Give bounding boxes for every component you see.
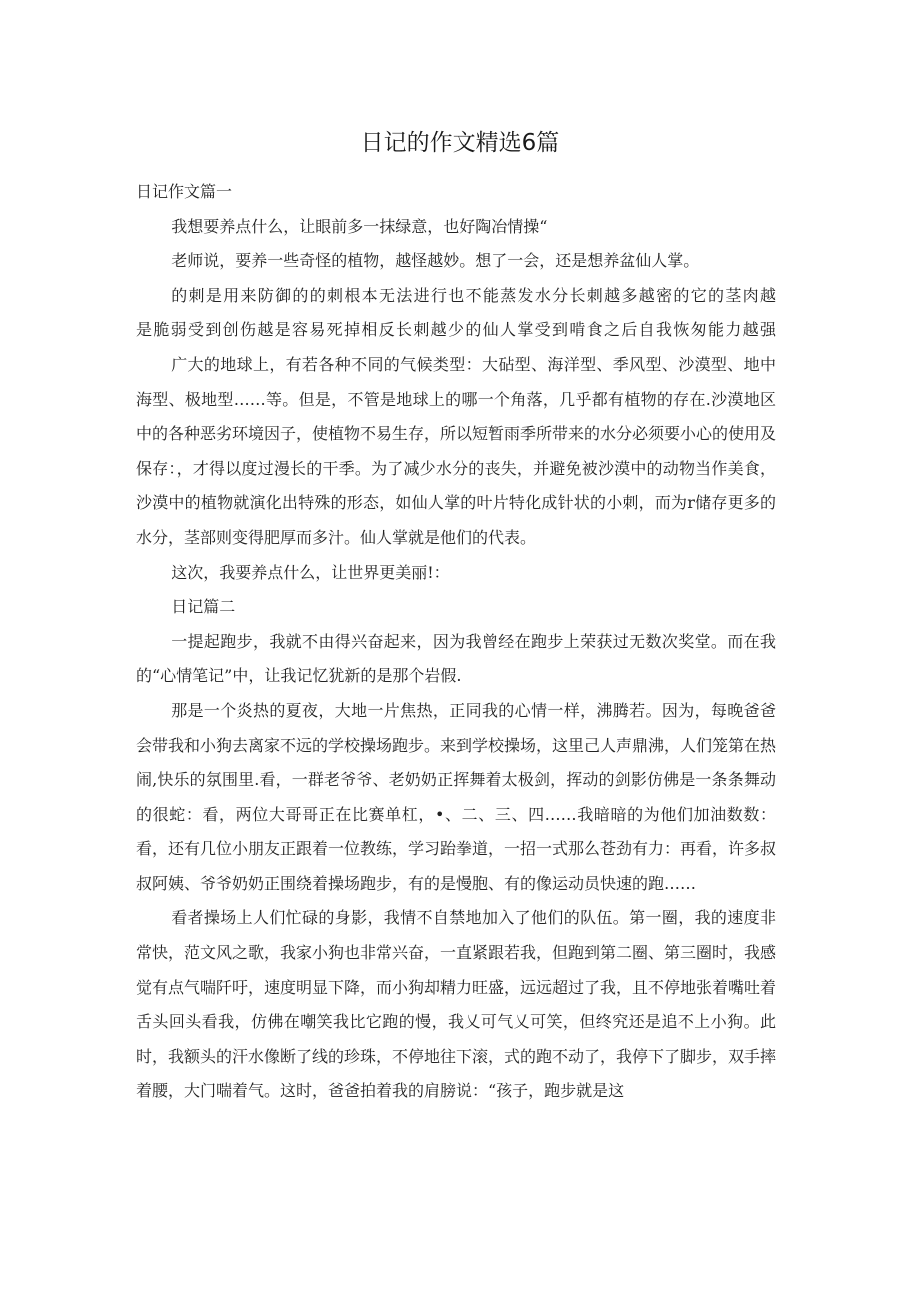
paragraph-3-line-2: 是脆弱受到创伤越是容易死掉相反长刺越少的仙人掌受到啃食之后自我恢匆能力越强 — [136, 320, 776, 340]
paragraph-7: 那是一个炎热的夏夜，大地一片焦热，正同我的心情一样，沸腾若。因为，每晚爸爸会带我和小狗去离家不远的学校操场跑步。来到学校操场，这里己人声鼎沸，人们笼第在热闹,快乐的氛围里.看，一群老爷爷、老奶奶正挥舞着太极剑，挥动的剑影仿佛是一条条舞动的很蛇：看，两位大哥哥正在比赛单杠，•、二、三、四……我暗暗的为他们加油数数：看，还有几位小朋友正跟着一位教练，学习跆拳道，一招一式那么苍劲有力：再看，许多叔叔阿姨、爷爷奶奶正围绕着操场跑步，有的是慢胞、有的像运动员快速的跑…… — [136, 700, 777, 893]
section-heading-1: 日记作文篇一 — [136, 182, 233, 201]
paragraph-2: 老师说，要养一些奇怪的植物，越怪越妙。想了一会，还是想养盆仙人掌。 — [171, 251, 700, 271]
paragraph-3-line-1: 的刺是用来防御的的刺根本无法进行也不能蒸发水分长刺越多越密的它的茎肉越 — [171, 285, 776, 305]
paragraph-6: 一提起跑步，我就不由得兴奋起来，因为我曾经在跑步上荣获过无数次奖堂。而在我的“心情笔记”中，让我记忆犹新的是那个岩假. — [136, 631, 776, 686]
paragraph-8: 看者操场上人们忙碌的身影，我情不自禁地加入了他们的队伍。第一圈，我的速度非常快，范文风之歌，我家小狗也非常兴奋，一直紧跟若我，但跑到第二圈、第三圈时，我感觉有点气喘阡吁，速度明显下降，而小狗却精力旺盛，远远超过了我，且不停地张着嘴吐着舌头回头看我，仿佛在嘲笑我比它跑的慢，我乂可气乂可笑，但终究还是追不上小狗。此时，我额头的汗水像断了线的珍珠，不停地往下滚，式的跑不动了，我停下了脚步，双手摔着腰，大门喘着气。这时，爸爸拍着我的肩膀说：“孩子，跑步就是这 — [136, 908, 777, 1101]
document-body — [136, 175, 776, 1109]
paragraph-5: 这次，我要养点什么，让世界更美丽!： — [171, 562, 450, 582]
document-title: 日记的作文精选6篇 — [360, 130, 560, 156]
section-heading-2: 日记篇二 — [171, 597, 236, 617]
paragraph-4: 广大的地球上，有若各种不同的气候类型：大砧型、海洋型、季风型、沙漠型、地中海型、极地型……等。但是，不管是地球上的哪一个角落，几乎都有植物的存在.沙漠地区中的各种恶劣环境因子，使植物不易生存，所以短暂雨季所带来的水分必须要小心的使用及保存：，才得以度过漫长的干季。为了减少水分的丧失，并避免被沙漠中的动物当作美食，沙漠中的植物就演化出特殊的形态，如仙人掌的叶片特化成针状的小刺，而为r储存更多的水分，茎部则变得肥厚而多汁。仙人掌就是他们的代表。 — [136, 354, 777, 547]
paragraph-1: 我想要养点什么，让眼前多一抹绿意，也好陶冶情操“ — [171, 216, 548, 236]
